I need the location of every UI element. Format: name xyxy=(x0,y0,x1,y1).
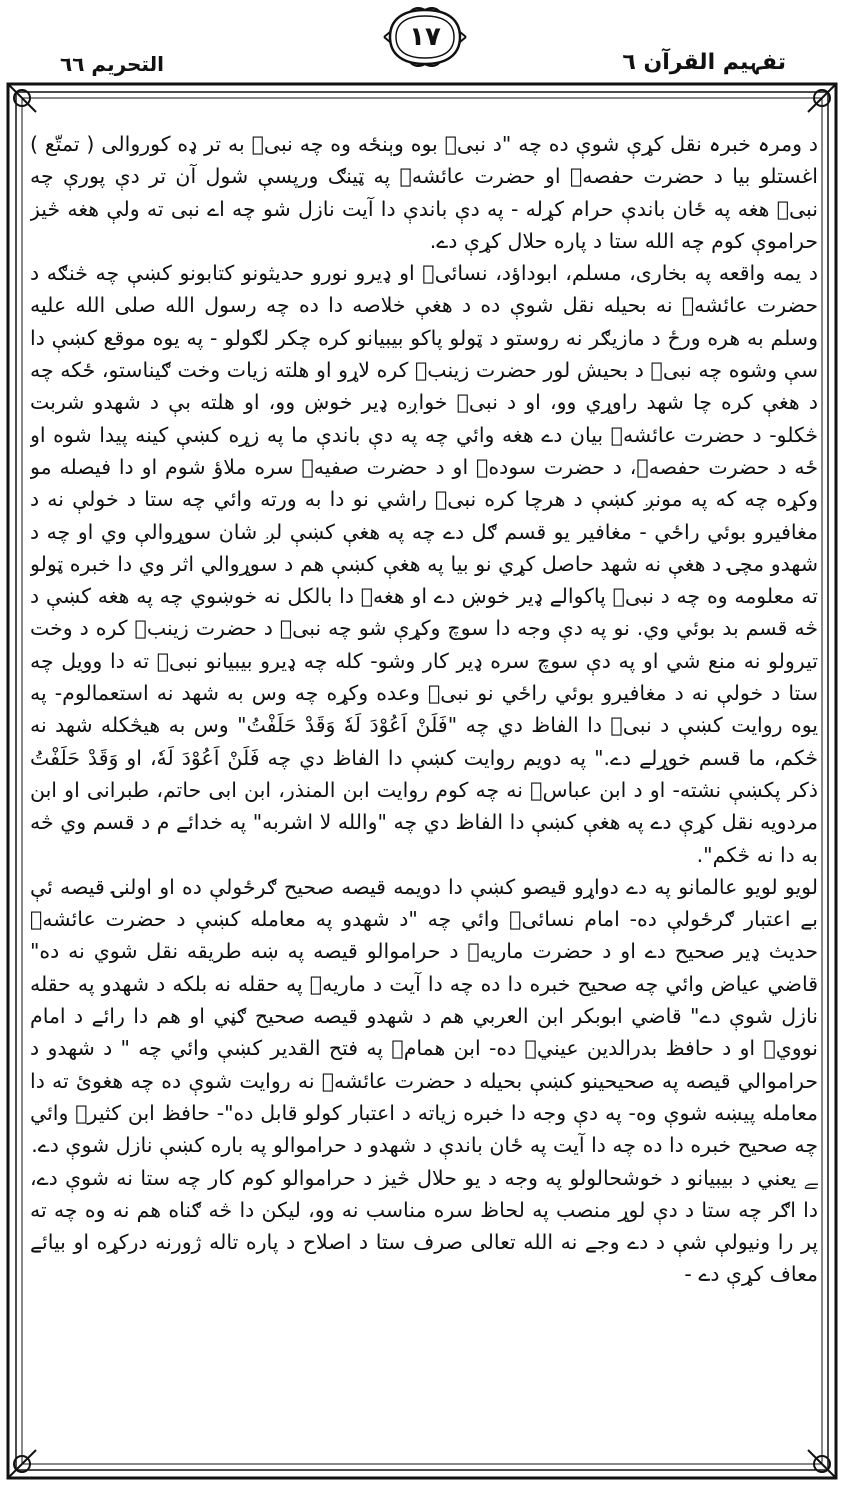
page-number-ornament xyxy=(380,6,470,68)
paragraph-2: د یمه واقعه په بخاری، مسلم، ابوداؤد، نسائیؒ او ډیرو نورو حدیثونو کتابونو کښې چه څنګه د حضرت عائشهؓ نه بحیله نقل شوې ده د هغې خلاصه دا ده چه رسول الله صلی الله علیه وسلم به هره ورځ د مازیګر نه روستو د ټولو پاکو بیبیانو کره چکر لګولو - په یوه موقع کښې دا سې وشوه چه نبیؐ د بحیش لور حضرت زینبؓ کره لاړو او هلته زیات وخت ګیناستو، ځکه چه د هغې کره چا شهد راوړي وو، او د نبیؐ خواږه ډیر خوښ وو، او هلته بې د شهدو شربت څکلو- د حضرت عائشهؓ بیان دے هغه وائي چه په دې باندې ما په زړه کښې کینه پیدا شوه او ځه د حضرت حفصهؓ، د حضرت سودهؓ او د حضرت صفیهؓ سره ملاؤ شوم او دا فیصله مو وکړه چه که په مونږ کښې د هرچا کره نبیؐ راشي نو دا به ورته وائي چه ستا د خولې نه د مغافیرو بوئي راځي - مغافیر یو قسم ګل دے چه په هغې کښې لږ شان سوړوالې وي او چه د شهدو مچۍ د هغې نه شهد حاصل کړي نو بیا په هغې کښې هم د سوړوالي اثر وي دا خبره ټولو ته معلومه وه چه د نبیؐ پاکوالے ډیر خوښ دے او هغهؐ دا بالکل نه خوښوي چه په هغه کښې د څه قسم بد بوئي وي. نو په دې وجه دا سوچ وکړې شو چه نبیؐ د حضرت زینبؓ کره د وخت تیرولو نه منع شي او په دې سوچ سره ډیر کار وشو- کله چه ډیرو بیبیانو نبیؐ ته دا وویل چه ستا د خولې نه د مغافیرو بوئي راځي نو نبیؐ وعده وکړه چه وس به شهد نه استعمالوم- په یوه روایت کښې د نبیؐ دا الفاظ دي چه "فَلَنْ اَعُوْدَ لَهٗ وَقَدْ حَلَفْتُ" وس به هیڅکله شهد نه څکم، ما قسم خوړلے دے." په دویم روایت کښې دا الفاظ دي چه فَلَنْ اَعُوْدَ لَهٗ، او وَقَدْ حَلَفْتُ ذکر پکښې نشته- او د ابن عباسؓ نه چه کوم روایت ابن المنذر، ابن ابی حاتم، طبرانی او ابن مردویه نقل کړې دے په هغې کښې دا الفاظ دي چه "والله لا اشربه" په خدائے م د قسم وي څه به دا نه څکم". xyxy=(30,261,818,867)
book-title: تفہیم القرآن ٦ xyxy=(622,50,786,75)
paragraph-3: لویو لویو عالمانو په دے دواړو قیصو کښې دا دویمه قیصه صحیح ګرځولې ده او اولنۍ قیصه ئې بے اعتبار ګرځولې ده- امام نسائیؒ وائي چه "د شهدو په معامله کښې د حضرت عائشهؓ حدیث ډیر صحیح دے او د حضرت ماریهؓ د حراموالو قیصه په ښه طریقه نقل شوي نه ده" قاضي عیاض وائي چه صحیح خبره دا ده چه دا آیت د ماریهؓ په حقله نه بلکه د شهدو په حقله نازل شوې دے" قاضي ابوبکر ابن العربي هم د شهدو قیصه صحیح ګڼي او هم دا رائے د امام نوويؒ او د حافظ بدرالدین عینيؒ ده- ابن همامؒ په فتح القدیر کښې وائي چه " د شهدو د حراموالي قیصه په صحیحینو کښې بحیله د حضرت عائشهؓ نه روایت شوې ده چه هغوئ ته دا معامله پیښه شوې وه- په دې وجه دا خبره زیاته د اعتبار کولو قابل ده"- حافظ ابن کثیرؒ وائي چه صحیح خبره دا ده چه دا آیت په ځان باندې د شهدو د حراموالو په باره کښې نازل شوې دے. xyxy=(30,874,818,1158)
footnote: ﮯ یعني د بیبیانو د خوشحالولو په وجه د یو حلال څیز د حراموالو کوم کار چه ستا نه شوې دے، دا اګر چه ستا د دې لوړ منصب په لحاظ سره مناسب نه وو، لیکن دا څه ګناه هم نه وه چه ته پر را ونیولې شې د دے وجے نه الله تعالی صرف ستا د اصلاح د پاره تاله ژورنه درکړه او بیائے معاف کړې دے - xyxy=(30,1165,818,1287)
page-header xyxy=(0,0,848,80)
surah-title: التحریم ٦٦ xyxy=(60,52,164,76)
page-number: ١٧ xyxy=(409,22,441,52)
paragraph-1: د ومرہ خبرہ نقل کړې شوې ده چه "د نبیؐ بوه وېنځه وه چه نبیؐ به تر ډه کوروالی ( تمتّع ) اغستلو بیا د حضرت حفصهؓ او حضرت عائشهؓ په ټینګ ورپسې شول آن تر دې پورې چه نبیؐ هغه په ځان باندې حرام کړله - په دې باندې دا آیت نازل شو چه اے نبی ته ولې هغه څیز حراموې کوم چه الله ستا د پاره حلال کړې دے. xyxy=(30,132,818,253)
page-body xyxy=(30,128,818,1464)
